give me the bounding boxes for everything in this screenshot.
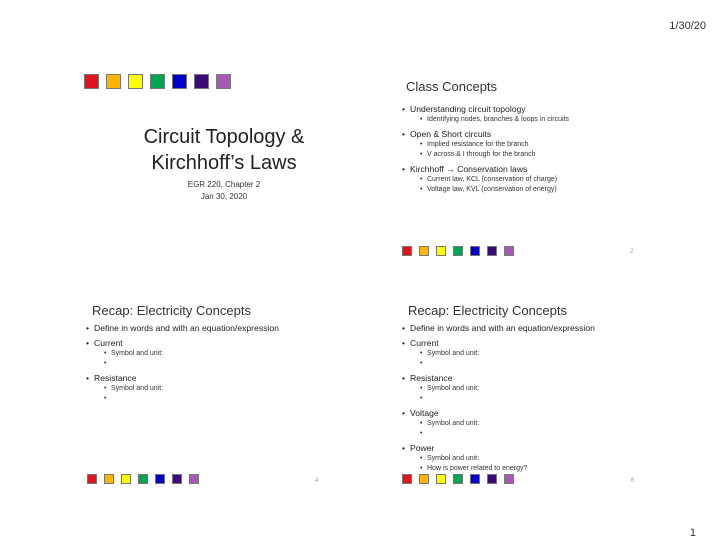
bullet-item <box>402 408 662 439</box>
slide-2-title: Class Concepts <box>406 79 498 94</box>
color-swatch <box>504 246 514 256</box>
bullet-text: Define in words and with an equation/expression <box>410 323 595 333</box>
bullet-item <box>402 373 662 404</box>
bullet-text: Current <box>410 338 439 348</box>
sub-bullet-list <box>410 384 662 404</box>
slide-4-number: 6 <box>631 478 635 484</box>
color-swatch-bar <box>402 246 514 256</box>
sub-bullet-item: • Symbol and unit: <box>104 349 346 359</box>
color-swatch <box>121 474 131 484</box>
bullet-text: Kirchhoff → Conservation laws <box>410 164 528 174</box>
sub-bullet-item <box>420 394 662 404</box>
bullet-item <box>402 338 662 369</box>
color-swatch <box>487 474 497 484</box>
slide-3-title: Recap: Electricity Concepts <box>92 303 251 318</box>
color-swatch-bar <box>402 474 514 484</box>
bullet-item <box>402 104 662 125</box>
sub-bullet-item: • Symbol and unit: <box>420 454 662 464</box>
sub-bullet-item <box>104 359 346 369</box>
slide-1-course: EGR 220, Chapter 2 <box>187 180 261 189</box>
slide-2-bullets <box>402 100 662 195</box>
color-swatch <box>419 474 429 484</box>
slide-1-date: Jan 30, 2020 <box>200 192 248 201</box>
slide-4-bullets <box>402 319 662 474</box>
color-swatch <box>172 474 182 484</box>
color-swatch <box>189 474 199 484</box>
sub-bullet-item: • Symbol and unit: <box>420 349 662 359</box>
bullet-item <box>86 338 346 369</box>
color-swatch-bar <box>84 74 364 89</box>
color-swatch <box>436 474 446 484</box>
slide-3-bullets <box>86 319 346 404</box>
slide-1-title-line-2: Kirchhoff’s Laws <box>151 152 297 174</box>
slide-4-footer <box>402 474 514 484</box>
sub-bullet-list <box>410 419 662 439</box>
sub-bullet-list <box>410 115 662 125</box>
slide-3-footer <box>87 474 199 484</box>
color-swatch <box>150 74 165 89</box>
sub-bullet-item: • Identifying nodes, branches & loops in circuits <box>420 115 662 125</box>
color-swatch <box>194 74 209 89</box>
sub-bullet-item: • Implied resistance for the branch <box>420 140 662 150</box>
bullet-text: Power <box>410 443 435 453</box>
slide-4-title: Recap: Electricity Concepts <box>408 303 567 318</box>
sub-bullet-item <box>104 394 346 404</box>
sub-bullet-item: • Symbol and unit: <box>420 419 662 429</box>
page-number: 1 <box>689 527 696 539</box>
bullet-item <box>86 373 346 404</box>
color-swatch <box>470 246 480 256</box>
color-swatch <box>106 74 121 89</box>
color-swatch <box>436 246 446 256</box>
color-swatch <box>216 74 231 89</box>
color-swatch <box>453 246 463 256</box>
sub-bullet-item <box>420 429 662 439</box>
color-swatch <box>138 474 148 484</box>
sub-bullet-list <box>410 175 662 195</box>
color-swatch <box>87 474 97 484</box>
bullet-item <box>402 443 662 474</box>
bullet-item <box>402 129 662 160</box>
color-swatch <box>402 474 412 484</box>
bullet-text: Voltage <box>410 408 439 418</box>
sub-bullet-item: • V across & I through for the branch <box>420 150 662 160</box>
color-swatch <box>487 246 497 256</box>
bullet-text: Understanding circuit topology <box>410 104 526 114</box>
sub-bullet-list <box>410 349 662 369</box>
sub-bullet-item: • How is power related to energy? <box>420 464 662 474</box>
color-swatch <box>128 74 143 89</box>
slide-1-title-line-1: Circuit Topology & <box>143 126 305 148</box>
bullet-text: Open & Short circuits <box>410 129 492 139</box>
sub-bullet-list <box>94 384 346 404</box>
sub-bullet-item: • Voltage law, KVL (conservation of energy) <box>420 185 662 195</box>
color-swatch <box>155 474 165 484</box>
color-swatch <box>172 74 187 89</box>
color-swatch <box>453 474 463 484</box>
color-swatch <box>419 246 429 256</box>
bullet-text: Resistance <box>410 373 453 383</box>
color-swatch <box>504 474 514 484</box>
color-swatch <box>104 474 114 484</box>
slide-2-number: 2 <box>630 249 634 255</box>
sub-bullet-list <box>410 140 662 160</box>
sub-bullet-item: • Current law, KCL (conservation of charge) <box>420 175 662 185</box>
sub-bullet-item: • Symbol and unit: <box>420 384 662 394</box>
bullet-text: Resistance <box>94 373 137 383</box>
sub-bullet-list <box>410 454 662 474</box>
bullet-item <box>402 164 662 195</box>
slide-2-footer <box>402 246 514 256</box>
sub-bullet-list <box>94 349 346 369</box>
bullet-item <box>402 323 662 334</box>
bullet-item <box>86 323 346 334</box>
sub-bullet-item <box>420 359 662 369</box>
slide-1-title <box>84 124 364 176</box>
color-swatch <box>84 74 99 89</box>
sub-bullet-item: • Symbol and unit: <box>104 384 346 394</box>
color-swatch <box>402 246 412 256</box>
color-swatch-bar <box>87 474 199 484</box>
bullet-text: Current <box>94 338 123 348</box>
color-swatch <box>470 474 480 484</box>
slide-3-number: 4 <box>315 478 319 484</box>
page-date: 1/30/20 <box>669 20 706 32</box>
bullet-text: Define in words and with an equation/expression <box>94 323 279 333</box>
